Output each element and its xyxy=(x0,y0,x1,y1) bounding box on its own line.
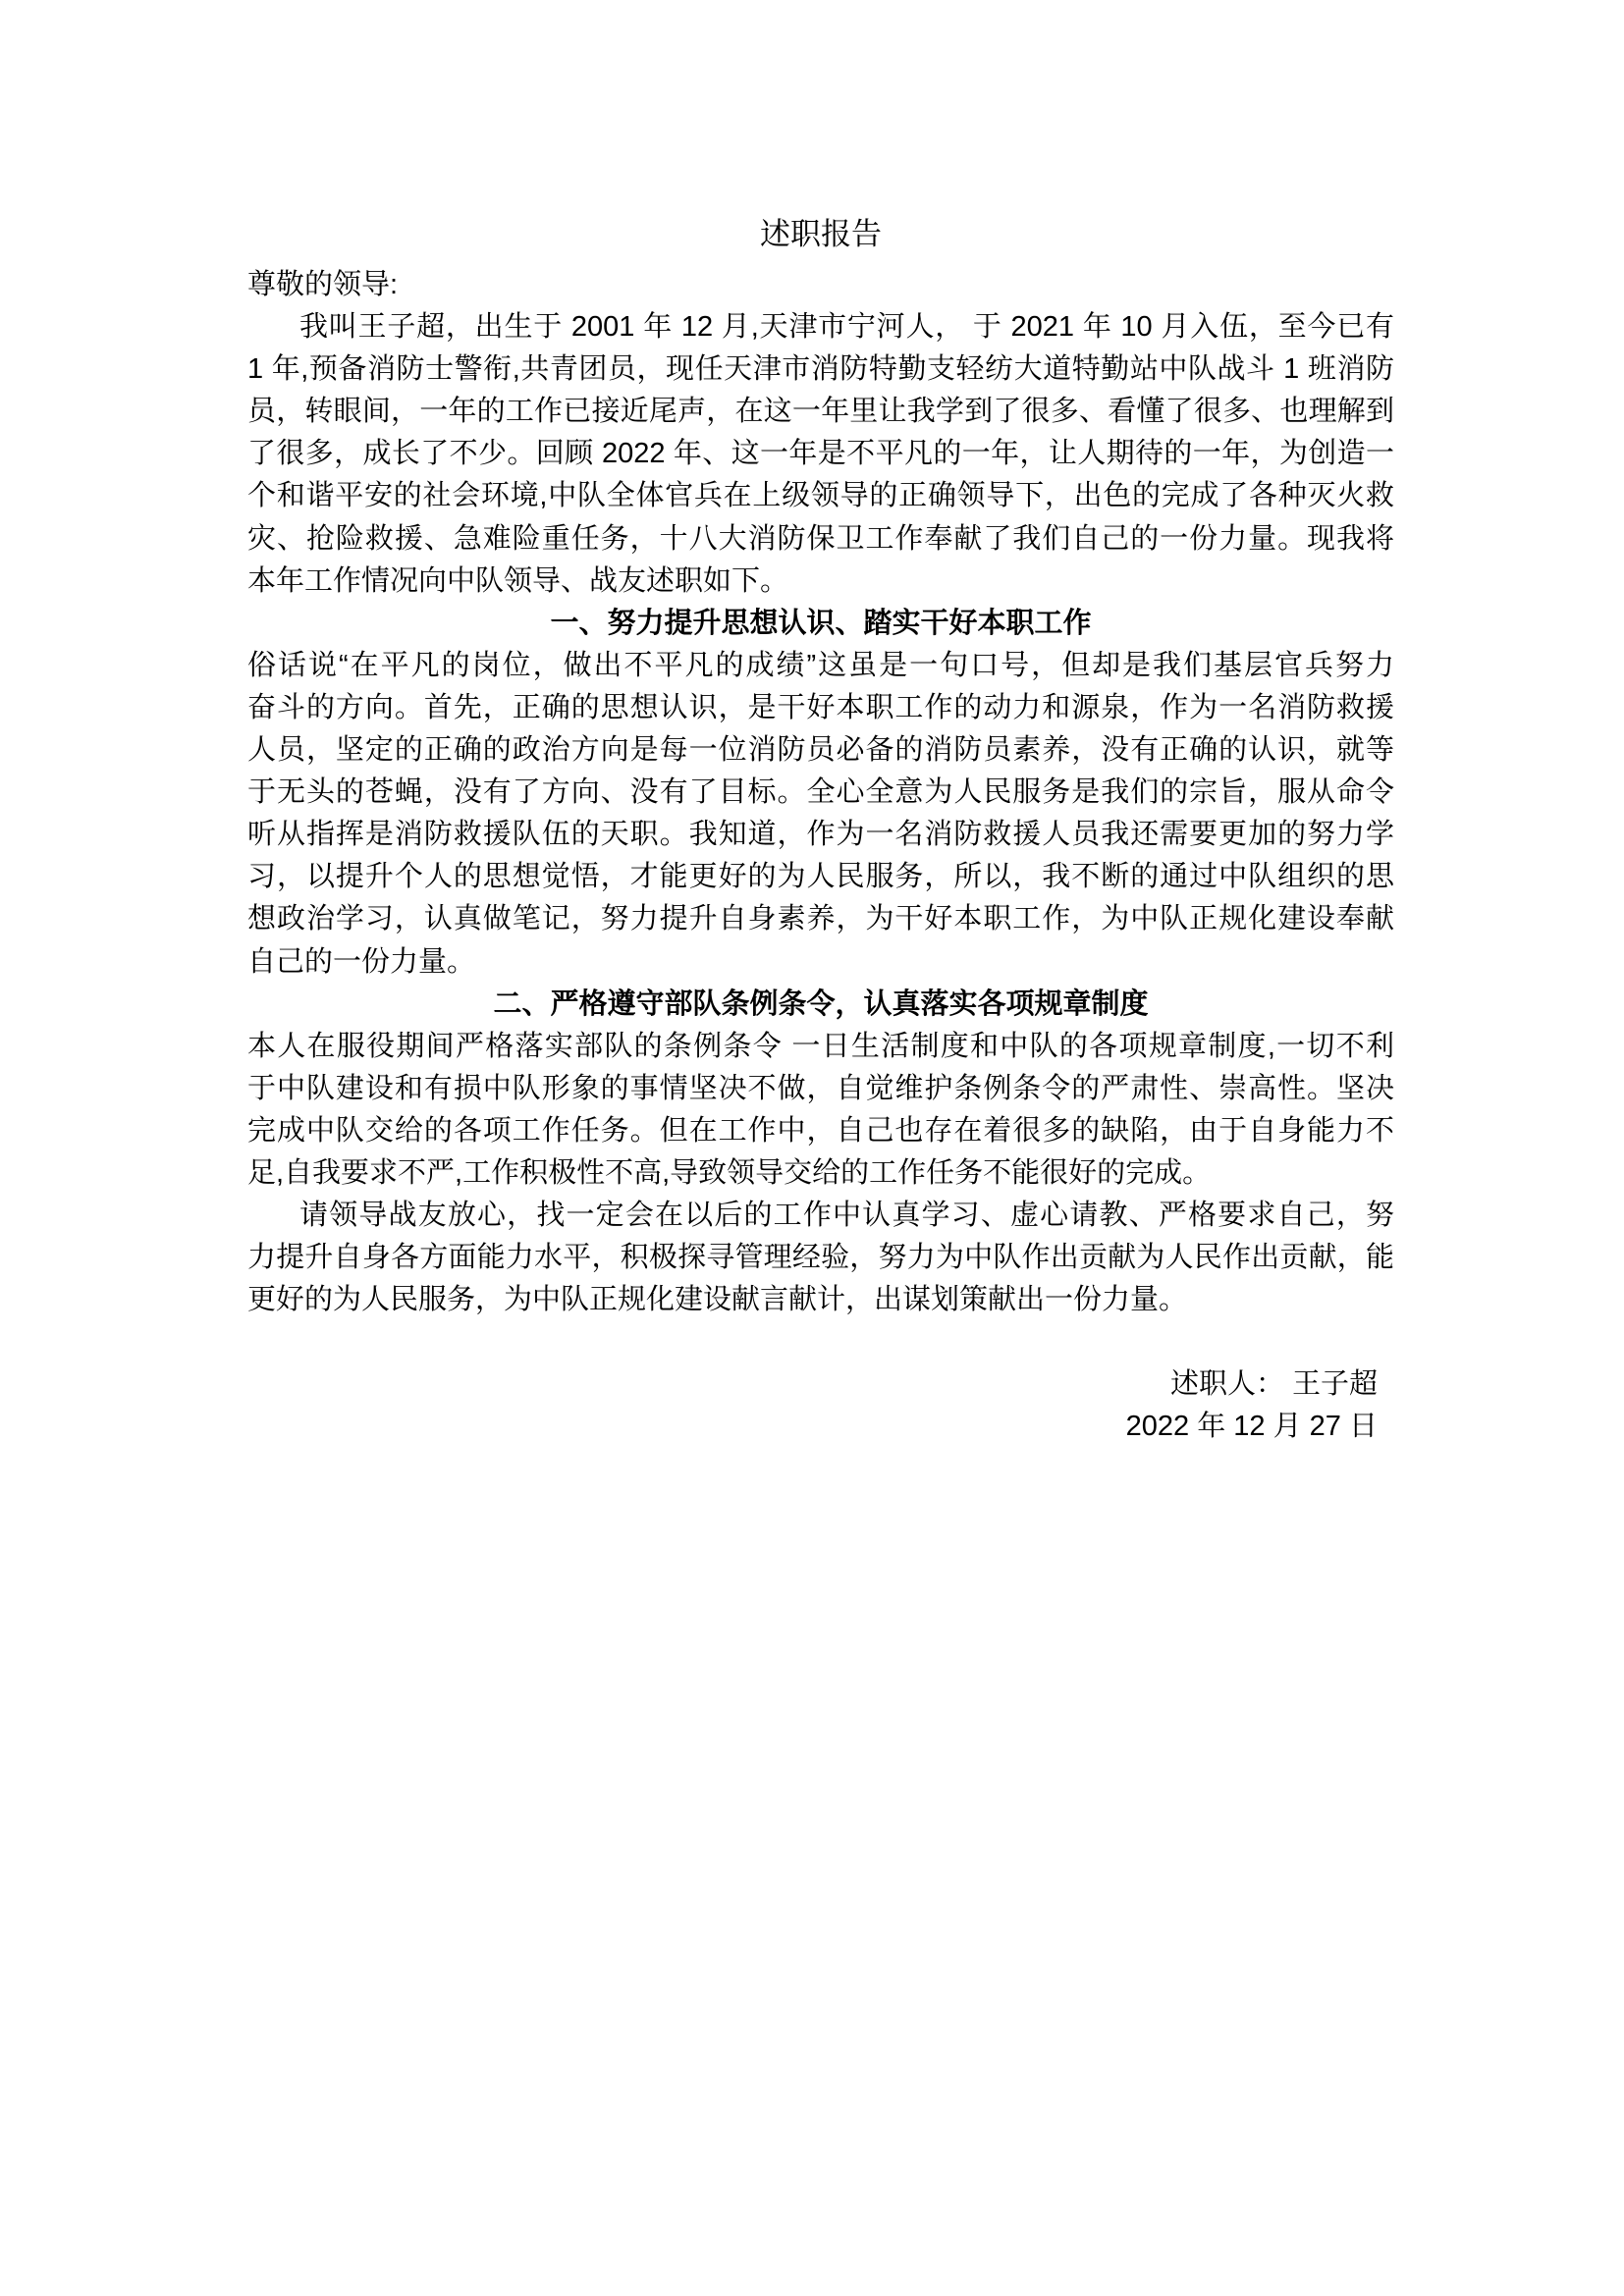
text-line: 更好的为人民服务，为中队正规化建设献言献计，出谋划策献出一份力量。 xyxy=(247,1284,1188,1316)
text-line: 俗话说“在平凡的岗位，做出不平凡的成绩”这虽是一句口号，但却是我们基层官兵努力 xyxy=(247,649,1394,681)
text-line: 人员，坚定的正确的政治方向是每一位消防员必备的消防员素养，没有正确的认识，就等 xyxy=(247,734,1394,767)
section-1-paragraph xyxy=(247,645,1394,984)
text-line: 完成中队交给的各项工作任务。但在工作中，自己也存在着很多的缺陷，由于自身能力不 xyxy=(247,1114,1394,1147)
text-line: 我叫王子超，出生于 2001 年 12 月,天津市宁河人， 于 2021 年 10 月入伍，至今已有 xyxy=(299,311,1394,344)
text-line: 想政治学习，认真做笔记，努力提升自身素养，为干好本职工作，为中队正规化建设奉献 xyxy=(247,903,1394,935)
text-line: 本人在服役期间严格落实部队的条例条令 一日生活制度和中队的各项规章制度,一切不利 xyxy=(247,1030,1394,1062)
text-line: 员，转眼间，一年的工作已接近尾声，在这一年里让我学到了很多、看懂了很多、也理解到 xyxy=(247,396,1394,428)
text-line: 1 年,预备消防士警衔,共青团员，现任天津市消防特勤支轻纺大道特勤站中队战斗 1 班消防 xyxy=(247,353,1394,386)
text-line: 个和谐平安的社会环境,中队全体官兵在上级领导的正确领导下，出色的完成了各种灭火救 xyxy=(247,480,1394,512)
intro-paragraph xyxy=(247,306,1394,603)
text-line: 力提升自身各方面能力水平，积极探寻管理经验，努力为中队作出贡献为人民作出贡献，能 xyxy=(247,1242,1394,1274)
section-heading-2: 二、严格遵守部队条例条令，认真落实各项规章制度 xyxy=(493,988,1149,1020)
text-line: 请领导战友放心，找一定会在以后的工作中认真学习、虚心请教、严格要求自己，努 xyxy=(299,1200,1394,1232)
text-line: 灾、抢险救援、急难险重任务，十八大消防保卫工作奉献了我们自己的一份力量。现我将 xyxy=(247,522,1394,555)
signer-line: 述职人： 王子超 xyxy=(1169,1368,1378,1401)
salutation: 尊敬的领导: xyxy=(247,269,399,300)
document-title: 述职报告 xyxy=(760,217,882,251)
text-line: 于无头的苍蝇，没有了方向、没有了目标。全心全意为人民服务是我们的宗旨，服从命令 xyxy=(247,776,1394,809)
date-line: 2022 年 12 月 27 日 xyxy=(1125,1411,1378,1443)
text-line: 本年工作情况向中队领导、战友述职如下。 xyxy=(247,564,789,597)
closing-paragraph xyxy=(247,1195,1394,1321)
signature-block xyxy=(247,1363,1394,1448)
section-2-paragraph xyxy=(247,1026,1394,1195)
text-line: 自己的一份力量。 xyxy=(247,945,476,978)
text-line: 听从指挥是消防救援队伍的天职。我知道，作为一名消防救援人员我还需要更加的努力学 xyxy=(247,819,1394,851)
text-line: 于中队建设和有损中队形象的事情坚决不做，自觉维护条例条令的严肃性、崇高性。坚决 xyxy=(247,1072,1394,1104)
text-line: 奋斗的方向。首先，正确的思想认识，是干好本职工作的动力和源泉，作为一名消防救援 xyxy=(247,691,1394,723)
text-line: 习，以提升个人的思想觉悟，才能更好的为人民服务，所以，我不断的通过中队组织的思 xyxy=(247,861,1394,893)
text-line: 足,自我要求不严,工作积极性不高,导致领导交给的工作任务不能很好的完成。 xyxy=(247,1156,1212,1189)
text-line: 了很多，成长了不少。回顾 2022 年、这一年是不平凡的一年，让人期待的一年，为创造一 xyxy=(247,438,1394,470)
section-heading-1: 一、努力提升思想认识、踏实干好本职工作 xyxy=(550,607,1092,639)
